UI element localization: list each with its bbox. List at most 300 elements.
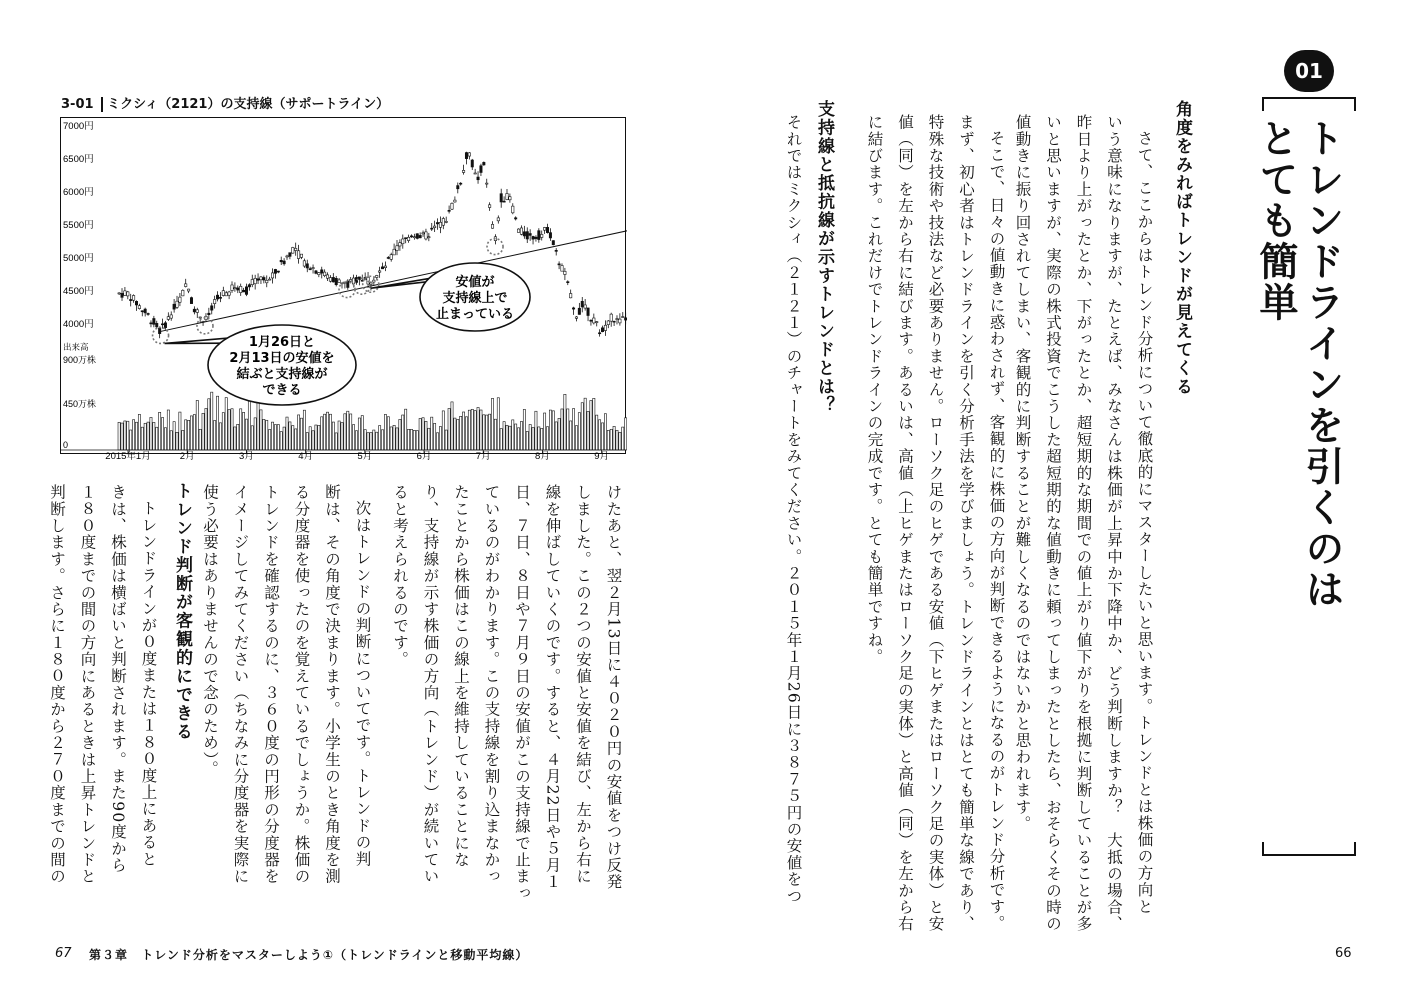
candle-body — [613, 321, 615, 322]
volume-bar — [352, 425, 354, 450]
candle-body — [514, 218, 516, 219]
volume-bar — [335, 433, 337, 450]
candle-body — [294, 248, 296, 250]
para-mid-line: 使う必要はありませんので念のため）。 — [201, 484, 219, 777]
candle-body — [167, 317, 169, 320]
volume-bar — [303, 410, 305, 450]
y-tick-label: 5000円 — [63, 253, 94, 265]
volume-bar — [245, 419, 247, 450]
volume-bar — [216, 396, 218, 450]
volume-bar — [173, 422, 175, 450]
volume-bar — [581, 403, 583, 450]
figure-title: ミクシィ（2121）の支持線（サポートライン） — [107, 97, 390, 112]
volume-bar — [457, 419, 459, 450]
candle-body — [184, 284, 186, 287]
para-top-line: 線を伸ばしていくのです。すると、４月22日や５月１ — [543, 484, 562, 891]
candle-body — [329, 278, 331, 282]
volume-bar — [399, 419, 401, 450]
candle-body — [271, 273, 273, 278]
volume-bar — [393, 425, 395, 450]
candle-body — [292, 247, 294, 253]
volume-bar — [329, 414, 331, 450]
x-tick-label: 8月 — [535, 451, 550, 460]
candle-body — [213, 300, 215, 304]
volume-bar — [167, 410, 169, 450]
volume-bar — [529, 425, 531, 450]
volume-bar — [549, 410, 551, 450]
volume-bar — [596, 415, 598, 450]
volume-bar — [289, 422, 291, 450]
volume-bar — [625, 418, 627, 450]
volume-bar — [376, 432, 378, 450]
volume-bar — [439, 427, 441, 450]
volume-bar — [205, 408, 207, 450]
candle-body — [448, 210, 450, 211]
volume-bar — [584, 398, 586, 450]
candle-body — [538, 231, 540, 240]
candle-body — [158, 328, 160, 334]
volume-bar — [489, 414, 491, 450]
candle-body — [150, 323, 152, 324]
volume-bar — [434, 423, 436, 450]
candle-body — [509, 197, 511, 200]
volume-bar — [523, 409, 525, 450]
candle-body — [593, 318, 595, 323]
volume-bar — [622, 427, 624, 450]
candle-body — [222, 291, 224, 296]
volume-bar — [321, 417, 323, 450]
volume-bar — [425, 421, 427, 450]
callout-support-text: 2月13日の安値を — [229, 351, 335, 366]
candle-body — [141, 311, 143, 312]
volume-bar — [254, 418, 256, 450]
volume-bar — [338, 421, 340, 450]
candle-body — [161, 324, 163, 325]
volume-bar — [300, 418, 302, 450]
candle-body — [598, 333, 600, 334]
candle-body — [303, 261, 305, 266]
candle-body — [422, 233, 424, 234]
para2-line: 値（同）を左から右に結びます。あるいは、高値（上ヒゲまたはローソク足の実体）と高値（同）を左から右 — [896, 114, 914, 933]
candle-body — [402, 239, 404, 244]
candle-body — [312, 268, 314, 269]
candle-body — [622, 317, 624, 318]
candle-body — [555, 250, 557, 251]
volume-bar — [138, 414, 140, 450]
volume-bar — [572, 409, 574, 450]
para-top-line: ているのがわかります。この支持線を割り込まなかっ — [482, 484, 501, 885]
para-top-line: り、支持線が示す株価の方向（トレンド）が続いてい — [421, 484, 440, 885]
volume-bar — [187, 420, 189, 450]
candle-body — [413, 237, 415, 238]
volume-bar — [599, 420, 601, 450]
volume-bar — [156, 427, 158, 450]
volume-tick-label: 450万株 — [63, 399, 97, 409]
volume-bar — [491, 398, 493, 450]
volume-bar — [465, 417, 467, 450]
candle-body — [376, 275, 378, 277]
candle-body — [561, 265, 563, 271]
candle-body — [541, 234, 543, 237]
candle-body — [480, 166, 482, 173]
candle-body — [552, 241, 554, 245]
candle-body — [373, 280, 375, 282]
volume-bar — [350, 414, 352, 450]
candle-body — [500, 194, 502, 202]
candle-body — [497, 218, 499, 221]
candle-body — [587, 308, 589, 316]
candle-body — [283, 261, 285, 264]
volume-bar — [196, 400, 198, 450]
volume-bar — [176, 432, 178, 450]
para1-line: いと思いますが、実際の株式投資でこうした超短期的な値動きに頼ってしまったとしたら、おそらくその時の — [1044, 114, 1062, 933]
volume-bar — [135, 422, 137, 450]
y-tick-label: 6500円 — [63, 154, 94, 166]
candle-body — [216, 295, 218, 299]
candle-body — [239, 286, 241, 292]
candle-body — [135, 301, 137, 305]
volume-bar — [228, 410, 230, 450]
volume-bar — [179, 412, 181, 450]
volume-bar — [567, 409, 569, 450]
para-top-line: ると考えられるのです。 — [391, 484, 409, 668]
para-bottom-line: きは、株価は横ばいと判断されます。また90度から — [109, 484, 127, 874]
para-mid-line: る分度器を使ったのを覚えているでしょうか。株価の — [292, 484, 311, 885]
candle-body — [297, 251, 299, 259]
candle-body — [506, 194, 508, 200]
candle-body — [257, 279, 259, 280]
candle-body — [535, 237, 537, 238]
volume-bar — [520, 422, 522, 450]
candle-body — [468, 153, 470, 156]
volume-bar — [509, 426, 511, 450]
volume-bar — [309, 427, 311, 450]
volume-bar — [370, 433, 372, 450]
candle-body — [153, 319, 155, 325]
volume-bar — [347, 411, 349, 450]
x-tick-label: 2月 — [179, 451, 195, 460]
x-tick-label: 7月 — [475, 451, 491, 460]
volume-bar — [211, 392, 213, 450]
para-mid-line: 次はトレンドの判断についてです。トレンドの判 — [353, 500, 372, 868]
candle-body — [575, 317, 577, 318]
volume-bar — [355, 431, 357, 450]
candle-body — [404, 238, 406, 239]
volume-bar — [295, 429, 297, 450]
para-bottom-line: １８０度までの間の方向にあるときは上昇トレンドと — [78, 484, 97, 885]
y-tick-label: 4500円 — [63, 286, 94, 298]
volume-bar — [517, 428, 519, 450]
title-bracket-top — [1262, 97, 1356, 111]
para-top-line: しました。この２つの安値と安値を結び、左から右に — [574, 484, 592, 885]
candle-body — [546, 227, 548, 232]
volume-bar — [208, 399, 210, 450]
volume-bar — [193, 415, 195, 450]
volume-bar — [277, 425, 279, 450]
volume-bar — [387, 417, 389, 450]
para3-line: それではミクシィ（２１２１）のチャートをみてください。２０１５年１月26日に３８７５円の安値をつ — [784, 114, 803, 905]
candle-body — [425, 232, 427, 239]
candle-body — [321, 270, 323, 273]
candle-body — [616, 319, 618, 320]
volume-bar — [578, 413, 580, 450]
candle-body — [124, 291, 126, 296]
para2-line: に結びます。これだけでトレンドラインの完成です。とても簡単ですね。 — [865, 114, 884, 666]
chart-frame — [61, 118, 626, 454]
candle-body — [173, 304, 175, 309]
para2-line: そこで、日々の値動きに惑わされず、客観的に株価の方向が判断できるようになるのがトレンド分析です。 — [987, 130, 1006, 932]
volume-bar — [367, 433, 369, 450]
volume-bar — [153, 422, 155, 450]
candle-body — [332, 277, 334, 282]
volume-bar — [544, 413, 546, 450]
volume-bar — [486, 415, 488, 450]
volume-bar — [390, 427, 392, 450]
candle-body — [147, 313, 149, 314]
volume-bar — [164, 428, 166, 450]
volume-bar — [124, 421, 126, 450]
candle-body — [349, 279, 351, 281]
candle-body — [127, 292, 129, 296]
para-top-line: 日、７日、８日や７月９日の安値がこの支持線で止まっ — [513, 484, 531, 902]
para-top-line: たことから株価はこの線上を維持していることにな — [452, 484, 470, 869]
volume-bar — [552, 411, 554, 450]
volume-bar — [121, 423, 123, 450]
x-tick-label: 9月 — [594, 451, 609, 460]
para-mid-line: イメージしてみてください（ちなみに分度器を実際に — [231, 484, 250, 885]
candle-body — [512, 206, 514, 213]
candle-body — [266, 280, 268, 282]
volume-bar — [297, 415, 299, 450]
candle-body — [132, 295, 134, 300]
volume-bar — [604, 414, 606, 450]
candle-body — [532, 236, 534, 239]
candle-body — [451, 203, 453, 209]
candle-body — [318, 273, 320, 275]
candle-body — [289, 253, 291, 257]
volume-bar — [381, 430, 383, 450]
volume-bar — [147, 422, 149, 450]
y-tick-label: 6000円 — [63, 187, 94, 199]
para-mid-line: トレンドを確認するのに、３６０度の円形の分度器を — [262, 484, 280, 885]
candle-body — [335, 278, 337, 284]
volume-bar — [483, 415, 485, 450]
callout-lows-hold-text: 安値が — [455, 275, 495, 290]
volume-bar — [515, 424, 517, 450]
candle-body — [523, 232, 525, 236]
candle-body — [491, 224, 493, 228]
volume-bar — [344, 414, 346, 450]
volume-bar — [419, 418, 421, 450]
candle-body — [416, 234, 418, 239]
candle-body — [581, 301, 583, 307]
volume-bar — [214, 421, 216, 450]
candle-body — [601, 328, 603, 332]
candle-body — [387, 257, 389, 258]
candle-body — [199, 317, 201, 318]
volume-tick-label: 0 — [63, 440, 69, 450]
candle-body — [564, 271, 566, 274]
volume-bar — [396, 428, 398, 450]
volume-bar — [364, 430, 366, 450]
candle-body — [225, 293, 227, 296]
candle-body — [442, 218, 444, 225]
volume-bar — [512, 420, 514, 450]
candle-body — [326, 275, 328, 278]
candle-body — [407, 237, 409, 240]
volume-bar — [471, 409, 473, 450]
chapter-title-line1: トレンドラインを引くのは — [1299, 118, 1344, 610]
candle-body — [251, 279, 253, 284]
y-tick-label: 4000円 — [63, 319, 94, 331]
volume-bar — [373, 430, 375, 450]
candle-body — [121, 293, 123, 297]
volume-bar — [428, 428, 430, 450]
candle-body — [274, 269, 276, 273]
volume-bar — [535, 411, 537, 450]
candle-body — [569, 293, 571, 297]
candle-body — [619, 319, 621, 323]
candle-body — [156, 323, 158, 327]
candle-body — [182, 290, 184, 296]
candle-body — [462, 170, 464, 172]
volume-bar — [546, 427, 548, 450]
candle-body — [381, 267, 383, 269]
y-tick-label: 5500円 — [63, 220, 94, 232]
para1-line: 昨日より上がったとか、下がったとか、超短期的な期間での値上がり値下がりを根拠に判断していることが多 — [1074, 114, 1093, 933]
volume-bar — [269, 430, 271, 450]
volume-bar — [318, 425, 320, 450]
volume-bar — [222, 413, 224, 450]
volume-bar — [613, 426, 615, 450]
volume-bar — [590, 401, 592, 450]
candle-body — [176, 301, 178, 307]
candle-body — [118, 293, 120, 294]
candle-body — [431, 228, 433, 229]
page-number-66: 66 — [1335, 946, 1352, 961]
volume-bar — [506, 425, 508, 450]
candle-body — [245, 287, 247, 295]
volume-bar — [503, 422, 505, 450]
candle-body — [604, 325, 606, 330]
para-top-line: けたあと、翌２月13日に４０２０円の安値をつけ反発 — [604, 484, 623, 891]
candle-body — [607, 321, 609, 325]
volume-bar — [182, 430, 184, 450]
candle-body — [219, 297, 221, 298]
volume-bar — [341, 423, 343, 450]
volume-bar — [251, 426, 253, 450]
candle-body — [503, 201, 505, 202]
candle-body — [286, 256, 288, 257]
candle-body — [567, 282, 569, 283]
candle-body — [280, 260, 282, 262]
candle-body — [396, 246, 398, 251]
candle-body — [410, 236, 412, 237]
volume-bar — [445, 430, 447, 450]
volume-bar — [593, 398, 595, 450]
candle-body — [459, 183, 461, 184]
volume-bar — [462, 412, 464, 450]
candle-body — [237, 288, 239, 290]
candle-body — [399, 243, 401, 246]
candle-body — [483, 162, 485, 165]
candle-body — [584, 305, 586, 308]
candle-body — [393, 249, 395, 255]
volume-bar — [541, 428, 543, 450]
volume-bar — [266, 420, 268, 450]
volume-bar — [460, 416, 462, 450]
volume-bar — [538, 427, 540, 450]
volume-bar — [130, 430, 132, 450]
volume-bar — [555, 422, 557, 450]
heading-objective-trend: トレンド判断が客観的にできる — [172, 482, 192, 741]
candle-body — [260, 277, 262, 280]
candle-body — [439, 222, 441, 227]
x-tick-label: 6月 — [416, 451, 432, 460]
candle-body — [624, 318, 626, 320]
candle-body — [549, 233, 551, 238]
volume-bar — [610, 429, 612, 450]
heading-support-resistance: 支持線と抵抗線が示すトレンドとは？ — [814, 100, 834, 415]
volume-bar — [405, 409, 407, 450]
candle-body — [129, 299, 131, 300]
running-head-chapter: 第３章 — [89, 948, 129, 962]
volume-bar — [202, 413, 204, 450]
volume-bar — [280, 432, 282, 450]
volume-bar — [237, 424, 239, 450]
candle-body — [306, 264, 308, 268]
volume-bar — [619, 432, 621, 450]
volume-bar — [601, 423, 603, 450]
volume-bar — [132, 420, 134, 450]
x-tick-label: 2015年1月 — [105, 451, 151, 460]
para1-line: 値動きに振り回されてしまい、客観的に判断することが難しくなるのではないかと思われます。 — [1013, 114, 1032, 833]
candle-body — [211, 306, 213, 310]
volume-bar — [480, 410, 482, 450]
para-bottom-line: トレンドラインが０度または１８０度上にあると — [139, 500, 158, 868]
volume-bar — [161, 418, 163, 450]
volume-bar — [526, 431, 528, 450]
candle-body — [474, 173, 476, 174]
candle-body — [457, 186, 459, 189]
figure-caption — [61, 93, 389, 112]
figure-number: 3-01 — [61, 97, 94, 112]
candle-body — [315, 271, 317, 274]
volume-bar — [199, 429, 201, 450]
volume-bar — [616, 430, 618, 450]
volume-bar — [532, 428, 534, 450]
candle-body — [520, 228, 522, 234]
volume-bar — [442, 411, 444, 450]
volume-bar — [416, 431, 418, 450]
chapter-title-line2: とても簡単 — [1253, 118, 1298, 323]
volume-bar — [587, 412, 589, 450]
volume-bar — [144, 423, 146, 450]
page-number-67: 67 — [55, 946, 72, 961]
candle-body — [378, 271, 380, 272]
volume-bar — [118, 422, 120, 450]
volume-bar — [561, 409, 563, 450]
volume-bar — [558, 418, 560, 450]
volume-bar — [185, 420, 187, 450]
volume-bar — [271, 422, 273, 450]
candle-body — [338, 280, 340, 283]
candle-body — [558, 264, 560, 265]
x-tick-label: 5月 — [357, 451, 373, 460]
volume-bar — [274, 425, 276, 450]
heading-trend-by-angle: 角度をみればトレンドが見えてくる — [1172, 100, 1192, 396]
volume-tick-label: 900万株 — [63, 355, 97, 365]
